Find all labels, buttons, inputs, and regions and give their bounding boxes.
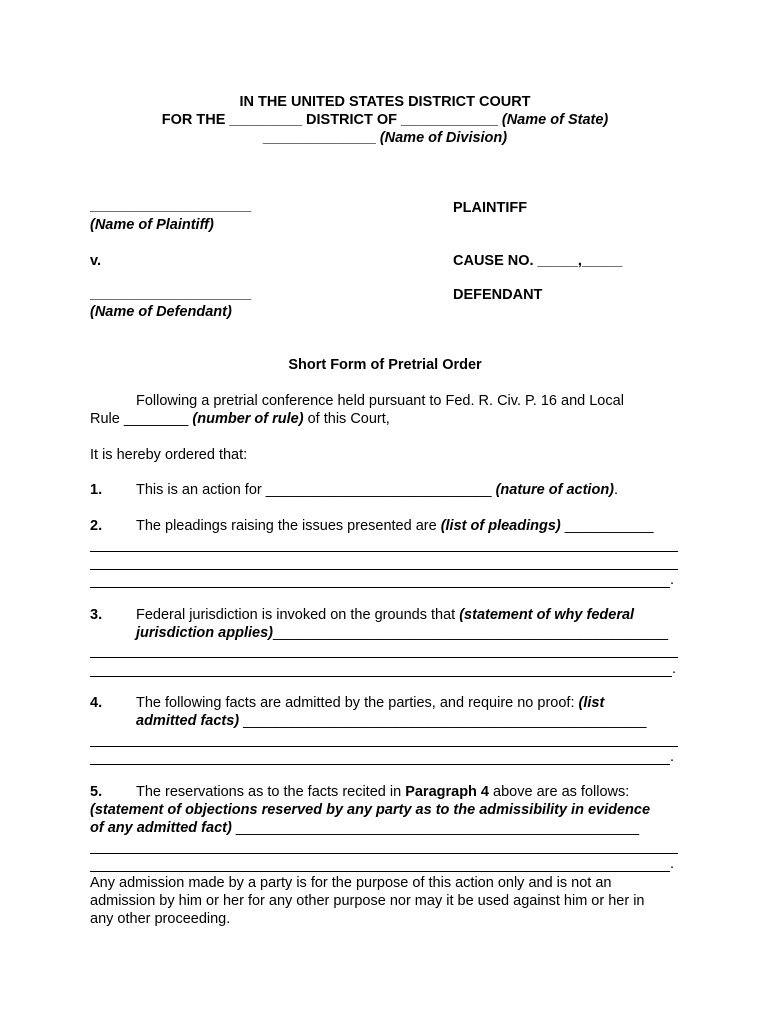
item-3-period: .: [672, 661, 677, 677]
intro-rule-blank: Rule ________: [90, 411, 189, 427]
item-4-number: 4.: [90, 695, 103, 711]
admitted-facts-placeholder-cont: admitted facts): [136, 713, 240, 729]
item-5-lead-after: above are as follows:: [493, 784, 630, 800]
intro-line-1: Following a pretrial conference held pursuant to Fed. R. Civ. P. 16 and Local: [136, 393, 624, 409]
versus: v.: [90, 253, 102, 269]
division-blank: ______________: [262, 130, 376, 146]
item-1-text: [136, 482, 618, 498]
item-2-blank-line-3: [90, 587, 670, 588]
defendant-blank: ____________________: [90, 286, 252, 302]
jurisdiction-placeholder-cont: jurisdiction applies): [136, 625, 273, 641]
rule-number-placeholder: (number of rule): [192, 411, 304, 427]
item-3-number: 3.: [90, 607, 103, 623]
paragraph-4-reference: Paragraph 4: [405, 784, 490, 800]
item-5-blank-line-2: [90, 871, 670, 872]
item-2-lead: The pleadings raising the issues presented are: [136, 518, 437, 534]
item-1-lead: This is an action for ____________________________: [136, 482, 492, 498]
plaintiff-blank: ____________________: [90, 198, 252, 214]
item-3-blank-line-2: [90, 676, 672, 677]
item-4-blank-line-1: [90, 746, 678, 747]
objections-placeholder: (statement of objections reserved by any party as to the admissibility in evidence: [90, 802, 651, 818]
item-3-blank-line-1: [90, 657, 678, 658]
item-1-number: 1.: [90, 482, 103, 498]
item-2-blank-line-1: [90, 551, 678, 552]
district-line-prefix: FOR THE _________ DISTRICT OF ____________: [161, 112, 498, 128]
item-2-blank: ___________: [564, 518, 654, 534]
item-5-blank: __________________________________________________: [235, 820, 640, 836]
objections-placeholder-cont: of any admitted fact): [90, 820, 232, 836]
item-5-number: 5.: [90, 784, 103, 800]
plaintiff-label: PLAINTIFF: [453, 200, 528, 216]
item-4-lead: The following facts are admitted by the parties, and require no proof:: [136, 695, 575, 711]
jurisdiction-placeholder: (statement of why federal: [459, 607, 635, 623]
defendant-name-placeholder: (Name of Defendant): [90, 304, 232, 320]
intro-line-2: [90, 411, 390, 427]
intro-suffix: of this Court,: [307, 411, 390, 427]
item-3-line-2: [136, 625, 668, 641]
document-title: Short Form of Pretrial Order: [288, 357, 482, 373]
item-5-period: .: [670, 856, 675, 872]
item-3-text: [136, 607, 634, 623]
item-1-period: .: [614, 482, 619, 498]
pleadings-placeholder: (list of pleadings): [440, 518, 561, 534]
nature-of-action-placeholder: (nature of action): [495, 482, 615, 498]
item-4-period: .: [670, 749, 675, 765]
item-5-blank-line-1: [90, 853, 678, 854]
item-2-number: 2.: [90, 518, 103, 534]
item-2-blank-line-2: [90, 569, 678, 570]
item-4-blank-line-2: [90, 764, 670, 765]
admitted-facts-placeholder: (list: [578, 695, 605, 711]
division-line: [0, 130, 770, 146]
item-4-text: [136, 695, 604, 711]
cause-number: CAUSE NO. _____,_____: [453, 253, 623, 269]
item-4-line-2: [136, 713, 646, 729]
district-line: [0, 112, 770, 128]
ordered-statement: It is hereby ordered that:: [90, 447, 248, 463]
court-heading: IN THE UNITED STATES DISTRICT COURT: [239, 94, 531, 110]
state-name-placeholder: (Name of State): [501, 112, 609, 128]
item-2-text: [136, 518, 653, 534]
closing-paragraph: Any admission made by a party is for the purpose of this action only and is not an admission by him or her for any other purpose nor may it be used against him or her in any other proceeding.: [90, 875, 645, 927]
item-4-blank: __________________________________________________: [243, 713, 647, 729]
item-5-lead: The reservations as to the facts recited in: [136, 784, 402, 800]
item-5-line-3: [90, 820, 639, 836]
defendant-label: DEFENDANT: [453, 287, 543, 303]
item-3-blank: _________________________________________________: [272, 625, 669, 641]
plaintiff-name-placeholder: (Name of Plaintiff): [90, 217, 214, 233]
item-3-lead: Federal jurisdiction is invoked on the grounds that: [136, 607, 456, 623]
item-2-period: .: [670, 572, 675, 588]
item-5-text: [136, 784, 629, 800]
division-name-placeholder: (Name of Division): [379, 130, 508, 146]
